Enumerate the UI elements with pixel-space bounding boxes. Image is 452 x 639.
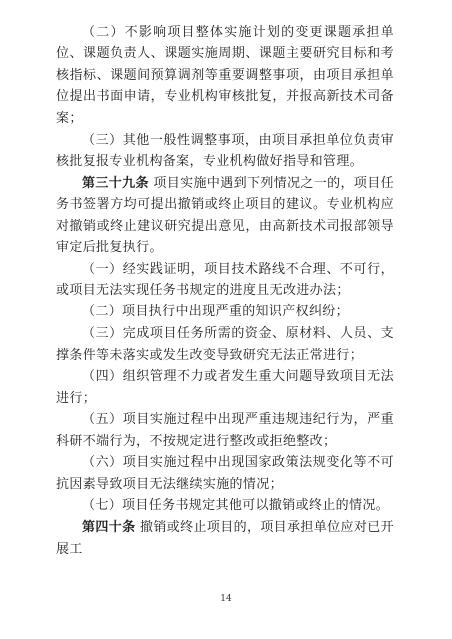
paragraph-item-3b: （三）完成项目任务所需的资金、原材料、人员、支撑条件等未落实或发生改变导致研究无法正常进行；	[56, 326, 394, 363]
paragraph-item-2b: （二）项目执行中出现严重的知识产权纠纷；	[82, 304, 350, 320]
paragraph-item-3: （三）其他一般性调整事项，由项目承担单位负责审核批复报专业机构备案，专业机构做好指导和管理。	[56, 132, 394, 170]
paragraph-item-7: （七）项目任务书规定其他可以撤销或终止的情况。	[82, 498, 390, 514]
paragraph-item-1: （一）经实践证明，项目技术路线不合理、不可行，或项目无法实现任务书规定的进度且无改进办法；	[56, 261, 394, 298]
paragraph-item-6: （六）项目实施过程中出现国家政策法规变化等不可抗因素导致项目无法继续实施的情况；	[56, 455, 394, 492]
page-number: 14	[220, 594, 232, 604]
article-39-number: 第三十九条	[82, 175, 149, 191]
paragraph-item-5: （五）项目实施过程中出现严重违规违纪行为，严重科研不端行为，不按规定进行整改或拒绝整改；	[56, 412, 394, 449]
paragraph-item-2: （二）不影响项目整体实施计划的变更课题承担单位、课题负责人、课题实施周期、课题主要研究目标和考核指标、课题间预算调剂等重要调整事项，由项目承担单位提出书面申请，专业机构审核批复，并报高新技术司备案；	[56, 24, 394, 126]
article-40-paragraph: 第四十条 撤销或终止项目的，项目承担单位应对已开展工	[56, 520, 394, 557]
paragraph-item-4: （四）组织管理不力或者发生重大问题导致项目无法进行；	[56, 369, 394, 406]
article-40-number: 第四十条	[82, 520, 136, 536]
article-39-paragraph: 第三十九条 项目实施中遇到下列情况之一的，项目任务书签署方均可提出撤销或终止项目的建议。专业机构应对撤销或终止建议研究提出意见，由高新技术司报部领导审定后批复执行。	[56, 175, 394, 256]
